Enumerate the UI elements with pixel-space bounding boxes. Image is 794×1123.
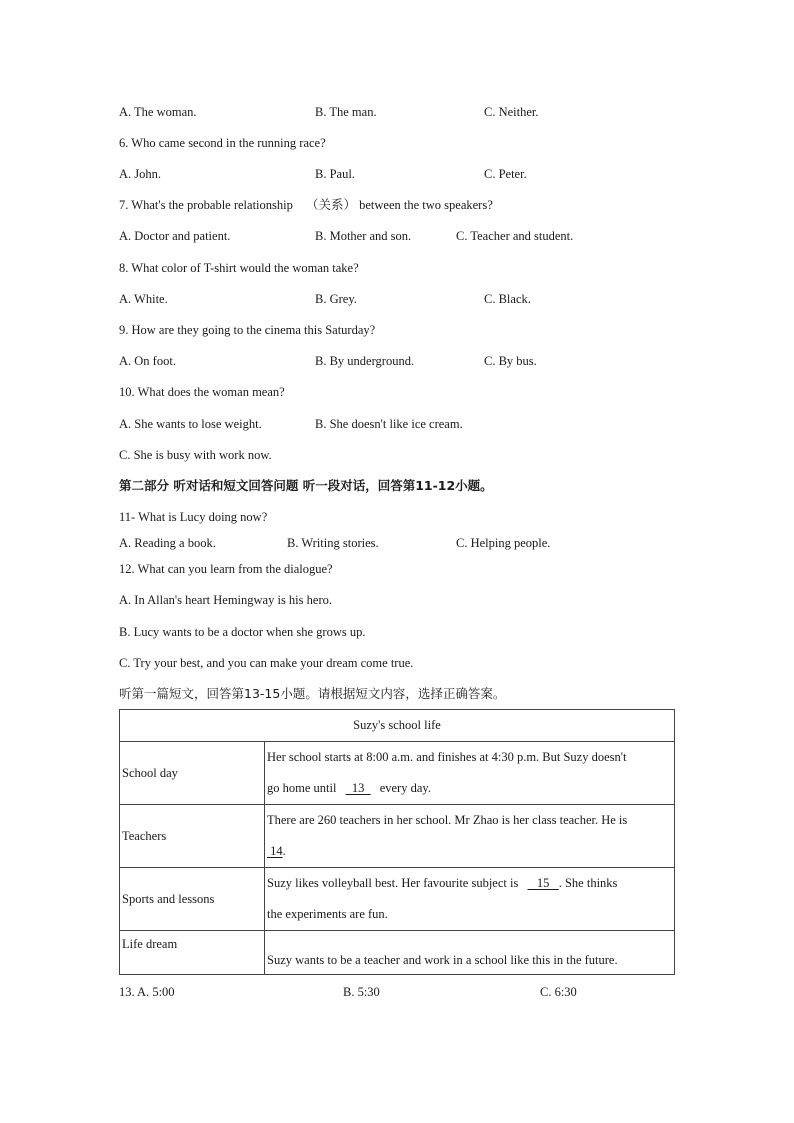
- blank-14: [267, 836, 283, 867]
- q5-options: [119, 103, 675, 121]
- q7-options: [119, 227, 675, 245]
- q8-options: [119, 290, 675, 308]
- q12-option-c[interactable]: C. Try your best, and you can make your dream come true.: [119, 656, 414, 670]
- q10-option-b[interactable]: B. She doesn't like ice cream.: [315, 417, 463, 431]
- q7-question-post: between the two speakers?: [359, 198, 493, 212]
- row-label-sports: Sports and lessons: [120, 868, 265, 931]
- q11-option-a[interactable]: A. Reading a book.: [119, 536, 216, 550]
- q8-option-c[interactable]: C. Black.: [484, 292, 531, 306]
- q6-options: [119, 165, 675, 183]
- blank-15-number: 15: [536, 876, 550, 890]
- q7-option-a[interactable]: A. Doctor and patient.: [119, 229, 231, 243]
- q9-option-b[interactable]: B. By underground.: [315, 354, 415, 368]
- row-content-teachers: [265, 805, 675, 868]
- q7-question-cn: （关系）: [305, 197, 356, 212]
- blank-13: [346, 773, 371, 804]
- blank-15: [527, 868, 558, 899]
- q7-question: [119, 196, 493, 214]
- row-label-school-day: School day: [120, 742, 265, 805]
- sports-line2: the experiments are fun.: [267, 907, 388, 921]
- q11-options: [119, 534, 675, 552]
- q5-option-b[interactable]: B. The man.: [315, 105, 377, 119]
- q13-option-b[interactable]: B. 5:30: [343, 985, 380, 999]
- q11-option-b[interactable]: B. Writing stories.: [287, 536, 379, 550]
- sports-line1-post: . She thinks: [558, 876, 618, 890]
- teachers-line2-post: .: [282, 844, 286, 858]
- part2-heading: 第二部分 听对话和短文回答问题 听一段对话，回答第11-12小题。: [119, 478, 493, 493]
- sports-line1: [267, 868, 672, 899]
- q12-option-a[interactable]: A. In Allan's heart Hemingway is his hero.: [119, 593, 332, 607]
- school-day-line1: Her school starts at 8:00 a.m. and finishes at 4:30 p.m. But Suzy doesn't: [267, 750, 627, 764]
- q8-option-b[interactable]: B. Grey.: [315, 292, 357, 306]
- q13-options: [119, 983, 675, 1001]
- q8-option-a[interactable]: A. White.: [119, 292, 168, 306]
- school-day-line2: [267, 773, 672, 804]
- q11-question: 11- What is Lucy doing now?: [119, 510, 268, 524]
- table-title: Suzy's school life: [120, 710, 675, 742]
- q13-option-a[interactable]: 13. A. 5:00: [119, 985, 175, 999]
- q6-option-a[interactable]: A. John.: [119, 167, 162, 181]
- q7-question-pre: 7. What's the probable relationship: [119, 198, 293, 212]
- sports-line1-pre: Suzy likes volleyball best. Her favourite subject is: [267, 876, 519, 890]
- q6-option-b[interactable]: B. Paul.: [315, 167, 355, 181]
- teachers-line1: There are 260 teachers in her school. Mr Zhao is her class teacher. He is: [267, 813, 628, 827]
- row-label-life-dream: Life dream: [120, 931, 265, 975]
- teachers-line2: [267, 836, 672, 867]
- q10-options: [119, 415, 675, 433]
- q6-question: 6. Who came second in the running race?: [119, 136, 326, 150]
- q12-question: 12. What can you learn from the dialogue?: [119, 562, 333, 576]
- table-row: [120, 931, 675, 975]
- table-row: [120, 742, 675, 805]
- row-content-sports: [265, 868, 675, 931]
- q9-options: [119, 352, 675, 370]
- q7-option-c[interactable]: C. Teacher and student.: [456, 229, 574, 243]
- row-label-teachers: Teachers: [120, 805, 265, 868]
- q10-question: 10. What does the woman mean?: [119, 385, 285, 399]
- q10-option-c[interactable]: C. She is busy with work now.: [119, 448, 272, 462]
- blank-13-number: 13: [351, 781, 365, 795]
- q12-option-b[interactable]: B. Lucy wants to be a doctor when she grows up.: [119, 625, 366, 639]
- q7-option-b[interactable]: B. Mother and son.: [315, 229, 412, 243]
- q5-option-a[interactable]: A. The woman.: [119, 105, 197, 119]
- q11-option-c[interactable]: C. Helping people.: [456, 536, 551, 550]
- row-content-school-day: [265, 742, 675, 805]
- table-row: [120, 868, 675, 931]
- q9-option-c[interactable]: C. By bus.: [484, 354, 537, 368]
- q8-question: 8. What color of T-shirt would the woman take?: [119, 261, 359, 275]
- blank-14-number: 14: [270, 844, 283, 858]
- q5-option-c[interactable]: C. Neither.: [484, 105, 539, 119]
- q6-option-c[interactable]: C. Peter.: [484, 167, 527, 181]
- q13-option-c[interactable]: C. 6:30: [540, 985, 577, 999]
- row-content-life-dream: Suzy wants to be a teacher and work in a school like this in the future.: [265, 931, 675, 975]
- school-life-table: [119, 709, 675, 975]
- school-day-line2-pre: go home until: [267, 781, 337, 795]
- q9-question: 9. How are they going to the cinema this Saturday?: [119, 323, 376, 337]
- school-day-line2-post: every day.: [379, 781, 431, 795]
- table-row: [120, 805, 675, 868]
- passage-instruction: 听第一篇短文，回答第13-15小题。请根据短文内容，选择正确答案。: [119, 686, 506, 701]
- q9-option-a[interactable]: A. On foot.: [119, 354, 176, 368]
- q10-option-a[interactable]: A. She wants to lose weight.: [119, 417, 262, 431]
- table-title-row: [120, 710, 675, 742]
